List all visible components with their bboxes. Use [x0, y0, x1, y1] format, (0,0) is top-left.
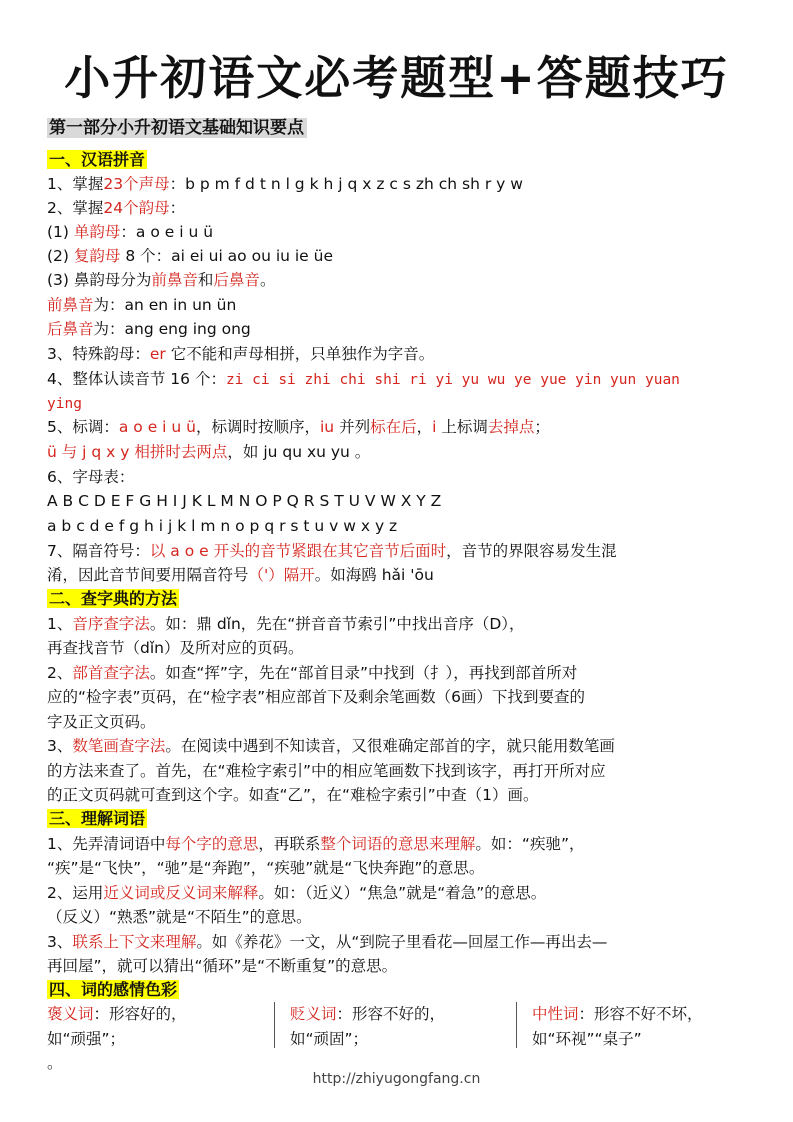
text: 5、标调： [47, 418, 119, 436]
dict-line-4 [47, 685, 585, 709]
red-text: 中性词 [532, 1005, 579, 1023]
text: 再查找音节（dǐn）及所对应的页码。 [47, 639, 304, 657]
dict-line-1 [47, 612, 525, 636]
text: A B C D E F G H I J K L M N O P Q R S T U V W X Y Z [47, 492, 442, 510]
text: 。如海鸥 hǎi 'ōu [314, 566, 434, 584]
section-heading-words [47, 807, 147, 831]
footer-url: http://zhiyugongfang.cn [312, 1071, 481, 1087]
text: 再回屋”，就可以猜出“循环”是“不断重复”的意思。 [47, 957, 398, 975]
text: ：形容不好不坏， [578, 1005, 703, 1023]
red-text: iu [320, 418, 335, 436]
pinyin-line-3 [47, 220, 213, 244]
red-text: 贬义词 [290, 1005, 337, 1023]
text: 的正文页码就可查到这个字。如查“乙”，在“难检字索引”中查（1）画。 [47, 786, 539, 804]
words-line-6 [47, 954, 397, 978]
red-text: 褒义词 [47, 1005, 94, 1023]
neutral-words-line-1 [532, 1002, 703, 1026]
red-text: ü 与 j q x y 相拼时去两点 [47, 443, 228, 461]
column-divider [274, 1002, 275, 1048]
section-heading-text: 一、汉语拼音 [49, 150, 146, 169]
neutral-words-line-2 [532, 1027, 642, 1051]
text: 如“顽固”； [290, 1030, 369, 1048]
text: ： [169, 199, 186, 217]
red-text: zi ci si zhi chi shi ri yi yu wu ye yue yin yun yuan [225, 372, 680, 388]
text: 7、隔音符号： [47, 542, 150, 560]
section-heading-emotion [47, 978, 179, 1002]
red-text: 后鼻音 [213, 271, 260, 289]
text: 。 [259, 271, 276, 289]
section-heading-text: 二、查字典的方法 [49, 589, 178, 608]
text: ：形容好的， [93, 1005, 187, 1023]
text: 2、 [47, 664, 73, 682]
red-text: 单韵母 [73, 223, 121, 241]
section-heading-text: 四、词的感情色彩 [49, 980, 178, 999]
column-divider [516, 1002, 517, 1048]
pinyin-line-6 [47, 293, 236, 317]
text: 。 [47, 1054, 63, 1072]
section-heading-text: 三、理解词语 [49, 809, 146, 828]
text: 为：ang eng ing ong [93, 320, 251, 338]
red-text: 24个韵母 [103, 199, 170, 217]
red-text: 前鼻音 [151, 271, 198, 289]
text: 淆，因此音节间要用隔音符号 [47, 566, 249, 584]
text: ，再联系 [258, 835, 321, 853]
pinyin-line-2 [47, 196, 185, 220]
red-text: （'）隔开 [248, 566, 315, 584]
pinyin-line-12 [47, 440, 370, 464]
alphabet-lower [47, 514, 397, 538]
text: 字及正文页码。 [47, 713, 156, 731]
text: 3、 [47, 933, 73, 951]
text: “疾”是“飞快”，“驰”是“奔跑”，“疾驰”就是“飞快奔跑”的意思。 [47, 859, 485, 877]
pinyin-line-5 [47, 268, 275, 292]
text: 如“顽强”； [47, 1030, 126, 1048]
red-text: 数笔画查字法 [72, 737, 166, 755]
red-text: 部首查字法 [72, 664, 150, 682]
text: a b c d e f g h i j k l m n o p q r s t u v w x y z [47, 517, 398, 535]
text: (2) [47, 247, 74, 265]
pinyin-line-13 [47, 465, 134, 489]
text: 6、字母表： [47, 468, 135, 486]
text: ，音节的界限容易发生混 [446, 542, 617, 560]
section-heading-dictionary [47, 587, 179, 611]
text: ； [534, 418, 550, 436]
text: ，如 ju qu xu yu 。 [227, 443, 371, 461]
text: 并列 [334, 418, 371, 436]
alphabet-upper [47, 489, 441, 513]
red-text: 近义词或反义词来解释 [103, 884, 259, 902]
positive-words-line-2 [47, 1027, 125, 1051]
words-line-1 [47, 832, 584, 856]
page-title: 小升初语文必考题型+答题技巧 [64, 51, 729, 105]
text: 3、 [47, 737, 73, 755]
red-text: 复韵母 [73, 247, 121, 265]
text: 4、整体认读音节 16 个： [47, 370, 226, 388]
text: ，标调时按顺序， [195, 418, 320, 436]
pinyin-line-4 [47, 244, 333, 268]
red-text: 标在后 [370, 418, 417, 436]
pinyin-line-10 [47, 391, 82, 416]
text: 。如查“挥”字，先在“部首目录”中找到（扌），再找到部首所对 [149, 664, 578, 682]
text: 1、掌握 [47, 175, 104, 193]
section-heading-pinyin [47, 148, 147, 172]
red-text: 联系上下文来理解 [72, 933, 197, 951]
words-line-3 [47, 881, 546, 905]
pinyin-line-11 [47, 415, 550, 439]
text: 。如：“疾驰”， [475, 835, 585, 853]
positive-words-line-1 [47, 1002, 187, 1026]
dict-line-8 [47, 783, 538, 807]
pinyin-line-16 [47, 539, 617, 563]
text: 2、运用 [47, 884, 104, 902]
text: 应的“检字表”页码，在“检字表”相应部首下及剩余笔画数（6画）下找到要查的 [47, 688, 585, 706]
negative-words-line-2 [290, 1027, 368, 1051]
words-line-5 [47, 930, 607, 954]
text: (1) [47, 223, 74, 241]
text: ：形容不好的， [336, 1005, 446, 1023]
text: 。如《养花》一文，从“到院子里看花—回屋工作—再出去— [196, 933, 608, 951]
pinyin-line-7 [47, 317, 251, 341]
red-text: 每个字的意思 [165, 835, 259, 853]
text: 为：an en in un ün [93, 296, 237, 314]
red-text: i [432, 418, 437, 436]
text: 它不能和声母相拼，只单独作为字音。 [165, 345, 435, 363]
pinyin-line-1 [47, 172, 523, 196]
text: ， [416, 418, 433, 436]
text: 1、先弄清词语中 [47, 835, 166, 853]
red-text: 前鼻音 [47, 296, 94, 314]
negative-words-line-1 [290, 1002, 445, 1026]
dict-line-3 [47, 661, 577, 685]
pinyin-line-8 [47, 342, 434, 366]
text: ：b p m f d t n l g k h j q x z c s zh ch sh r y w [169, 175, 523, 193]
dict-line-5 [47, 710, 156, 734]
red-text: er [149, 345, 166, 363]
red-text: ying [47, 396, 82, 412]
dict-line-6 [47, 734, 615, 758]
text: 如“环视”“桌子” [532, 1030, 642, 1048]
text: 1、 [47, 615, 73, 633]
text: ：a o e i u ü [120, 223, 214, 241]
red-text: 整个词语的意思来理解 [320, 835, 476, 853]
text: 。在阅读中遇到不知读音，又很难确定部首的字，就只能用数笔画 [165, 737, 615, 755]
part-heading [47, 116, 307, 140]
text: 上标调 [436, 418, 488, 436]
part-heading-text: 第一部分小升初语文基础知识要点 [47, 118, 307, 138]
text: 和 [197, 271, 214, 289]
pinyin-line-17 [47, 563, 434, 587]
text: 。如：鼎 dǐn，先在“拼音音节索引”中找出音序（D）， [149, 615, 525, 633]
text: 。如：（近义）“焦急”就是“着急”的意思。 [258, 884, 547, 902]
pinyin-line-9 [47, 367, 680, 392]
red-text: 去掉点 [487, 418, 535, 436]
words-line-2 [47, 856, 484, 880]
text: (3) 鼻韵母分为 [47, 271, 152, 289]
text: 2、掌握 [47, 199, 104, 217]
red-text: 后鼻音 [47, 320, 94, 338]
words-line-4 [47, 905, 312, 929]
text: 3、特殊韵母： [47, 345, 150, 363]
red-text: 音序查字法 [72, 615, 150, 633]
red-text: a o e i u ü [118, 418, 196, 436]
red-text: 以 a o e 开头的音节紧跟在其它音节后面时 [149, 542, 447, 560]
text: 8 个：ai ei ui ao ou iu ie üe [120, 247, 334, 265]
dict-line-2 [47, 636, 303, 660]
dict-line-7 [47, 759, 606, 783]
text: （反义）“熟悉”就是“不陌生”的意思。 [47, 908, 312, 926]
red-text: 23个声母 [103, 175, 170, 193]
text: 的方法来查了。首先，在“难检字索引”中的相应笔画数下找到该字，再打开所对应 [47, 762, 606, 780]
